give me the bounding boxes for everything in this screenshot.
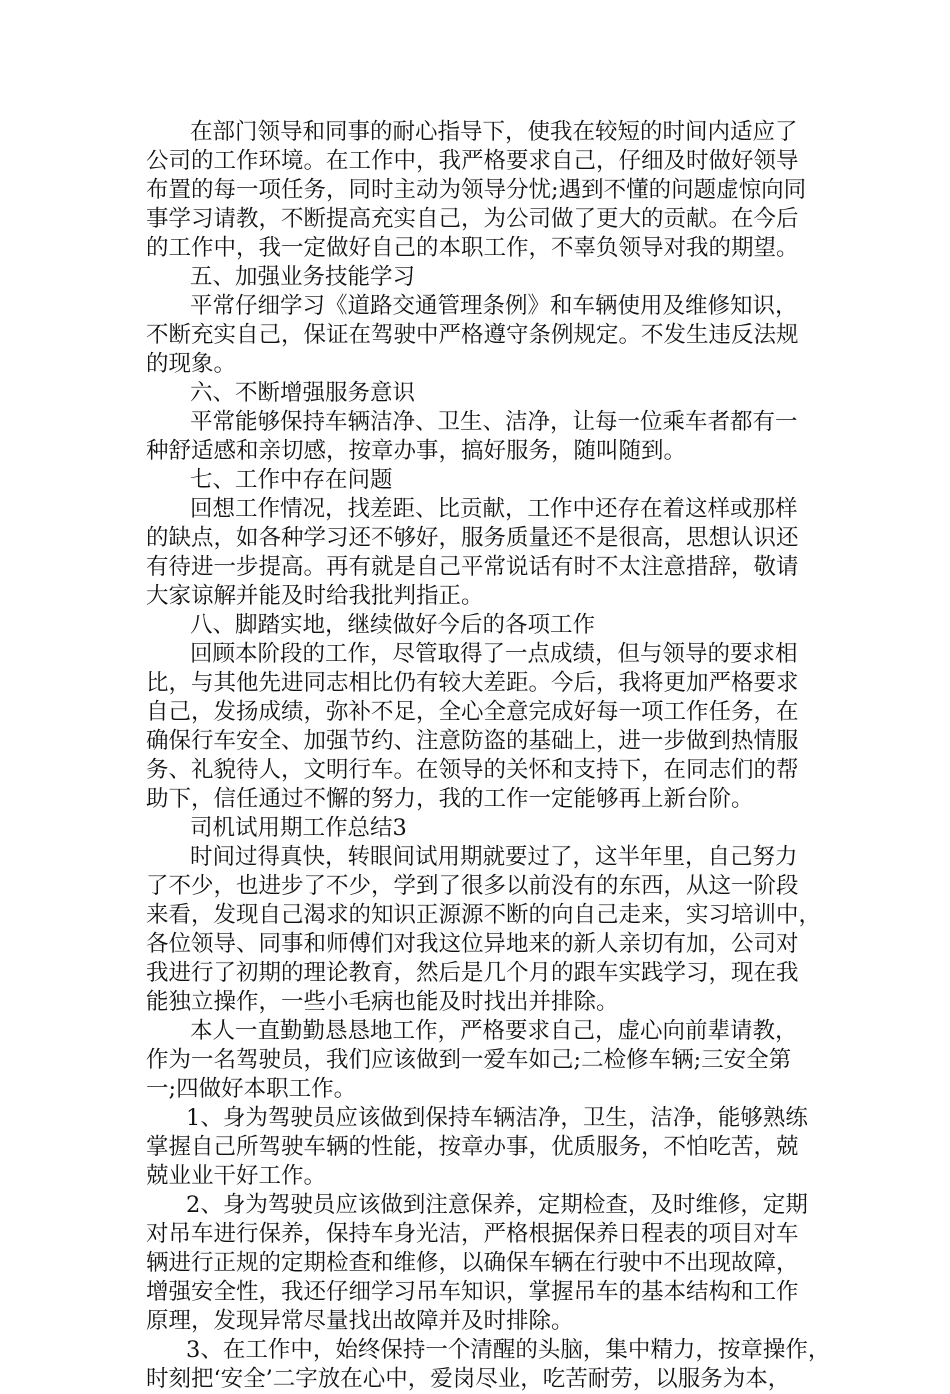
list-item-line: 3、在工作中，始终保持一个清醒的头脑，集中精力，按章操作， <box>186 1337 831 1363</box>
text-line: 对吊车进行保养，保持车身光洁，严格根据保养日程表的项目对车 <box>146 1221 799 1247</box>
text-line: 时刻把‘安全’二字放在心中，爱岗尽业，吃苦耐劳，以服务为本， <box>146 1366 791 1392</box>
text-line: 比，与其他先进同志相比仍有较大差距。今后，我将更加严格要求 <box>146 670 799 696</box>
text-line: 确保行车安全、加强节约、注意防盗的基础上，进一步做到热情服 <box>146 728 799 754</box>
text-line: 种舒适感和亲切感，按章办事，搞好服务，随叫随到。 <box>146 438 687 464</box>
text-line: 平常仔细学习《道路交通管理条例》和车辆使用及维修知识， <box>190 293 798 319</box>
text-line: 时间过得真快，转眼间试用期就要过了，这半年里，自己努力 <box>190 844 798 870</box>
text-line: 来看，发现自己渴求的知识正源源不断的向自己走来，实习培训中， <box>146 902 822 928</box>
text-line: 公司的工作环境。在工作中，我严格要求自己，仔细及时做好领导 <box>146 148 799 174</box>
text-line: 布置的每一项任务，同时主动为领导分忧;遇到不懂的问题虚惊向同 <box>146 177 807 203</box>
text-line: 各位领导、同事和师傅们对我这位异地来的新人亲切有加，公司对 <box>146 931 799 957</box>
text-line: 回想工作情况，找差距、比贡献，工作中还存在着这样或那样 <box>190 496 798 522</box>
text-line: 务、礼貌待人，文明行车。在领导的关怀和支持下，在同志们的帮 <box>146 757 799 783</box>
text-line: 大家谅解并能及时给我批判指正。 <box>146 583 484 609</box>
section-heading: 五、加强业务技能学习 <box>190 264 416 290</box>
section-heading: 七、工作中存在问题 <box>190 467 393 493</box>
text-line: 回顾本阶段的工作，尽管取得了一点成绩，但与领导的要求相 <box>190 641 798 667</box>
text-line: 的现象。 <box>146 351 237 377</box>
text-line: 了不少，也进步了不少，学到了很多以前没有的东西，从这一阶段 <box>146 873 799 899</box>
text-line: 辆进行正规的定期检查和维修，以确保车辆在行驶中不出现故障， <box>146 1250 799 1276</box>
text-line: 有待进一步提高。再有就是自己平常说话有时不太注意措辞，敬请 <box>146 554 799 580</box>
text-line: 掌握自己所驾驶车辆的性能，按章办事，优质服务，不怕吃苦，兢 <box>146 1134 799 1160</box>
text-line: 能独立操作，一些小毛病也能及时找出并排除。 <box>146 989 619 1015</box>
text-line: 事学习请教，不断提高充实自己，为公司做了更大的贡献。在今后 <box>146 206 799 232</box>
text-line: 的工作中，我一定做好自己的本职工作，不辜负领导对我的期望。 <box>146 235 799 261</box>
text-line: 本人一直勤勤恳恳地工作，严格要求自己，虚心向前辈请教， <box>190 1018 798 1044</box>
section-heading: 六、不断增强服务意识 <box>190 380 416 406</box>
text-line: 自己，发扬成绩，弥补不足，全心全意完成好每一项工作任务，在 <box>146 699 799 725</box>
section-heading: 八、脚踏实地，继续做好今后的各项工作 <box>190 612 596 638</box>
text-line: 助下，信任通过不懈的努力，我的工作一定能够再上新台阶。 <box>146 786 754 812</box>
list-item-line: 2、身为驾驶员应该做到注意保养，定期检查，及时维修，定期 <box>186 1192 808 1218</box>
text-line: 兢业业干好工作。 <box>146 1163 327 1189</box>
document-body <box>146 118 831 1394</box>
text-line: 一;四做好本职工作。 <box>146 1076 357 1102</box>
document-title: 司机试用期工作总结3 <box>190 815 407 841</box>
text-line: 在部门领导和同事的耐心指导下，使我在较短的时间内适应了 <box>190 119 798 145</box>
list-item-line: 1、身为驾驶员应该做到保持车辆洁净，卫生，洁净，能够熟练 <box>186 1105 808 1131</box>
text-line: 我进行了初期的理论教育，然后是几个月的跟车实践学习，现在我 <box>146 960 799 986</box>
text-line: 平常能够保持车辆洁净、卫生、洁净，让每一位乘车者都有一 <box>190 409 798 435</box>
text-line: 增强安全性，我还仔细学习吊车知识，掌握吊车的基本结构和工作 <box>146 1279 799 1305</box>
text-line: 的缺点，如各种学习还不够好，服务质量还不是很高，思想认识还 <box>146 525 799 551</box>
text-line: 作为一名驾驶员，我们应该做到一爱车如己;二检修车辆;三安全第 <box>146 1047 792 1073</box>
text-line: 原理，发现异常尽量找出故障并及时排除。 <box>146 1308 574 1334</box>
text-line: 不断充实自己，保证在驾驶中严格遵守条例规定。不发生违反法规 <box>146 322 799 348</box>
